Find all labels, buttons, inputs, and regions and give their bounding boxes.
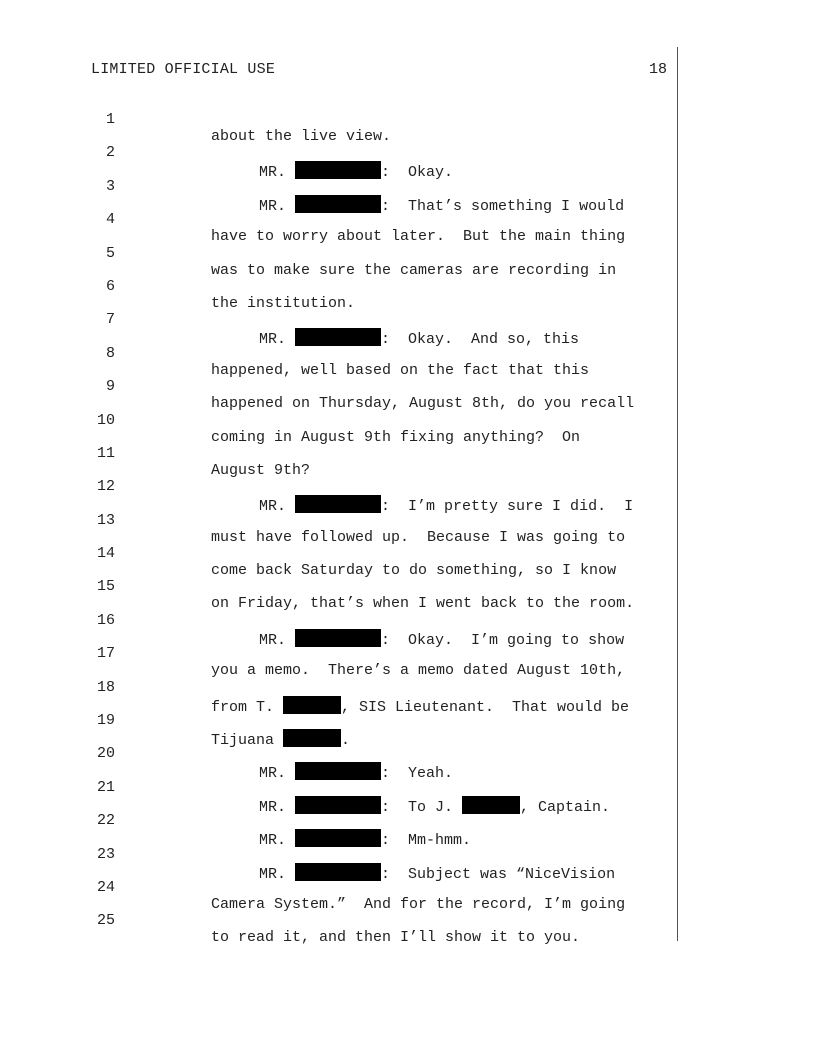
speaker-prefix: MR. xyxy=(259,164,287,182)
line-number: 25 xyxy=(96,912,115,930)
speech-text: : Okay. I’m going to show xyxy=(381,631,625,649)
line-number: 17 xyxy=(96,645,115,663)
speaker-prefix: MR. xyxy=(259,832,287,850)
transcript-line-16 xyxy=(0,595,816,649)
transcript-line-10 xyxy=(0,395,816,446)
transcript-line-25 xyxy=(0,895,816,947)
line-number: 24 xyxy=(96,878,115,896)
speaker-prefix: MR. xyxy=(259,498,287,516)
speech-text: : To J. xyxy=(381,798,463,816)
line-number: 8 xyxy=(105,344,115,362)
speaker-prefix: MR. xyxy=(259,631,287,649)
speech-text: : Mm-hmm. xyxy=(381,832,472,850)
line-number: 23 xyxy=(96,845,115,863)
line-text: have to worry about later. But the main thing xyxy=(211,228,626,246)
line-number: 7 xyxy=(105,311,115,329)
transcript-body xyxy=(0,94,816,947)
line-number: 22 xyxy=(96,812,115,830)
line-text: Camera System.” And for the record, I’m going xyxy=(211,895,626,913)
transcript-line-11 xyxy=(0,428,816,479)
transcript-line-12 xyxy=(0,461,816,516)
line-text: August 9th? xyxy=(211,461,311,479)
transcript-line-20 xyxy=(0,728,816,783)
line-number: 1 xyxy=(105,111,115,128)
line-text: to read it, and then I’ll show it to you. xyxy=(211,929,581,947)
speech-text: : Subject was “NiceVision xyxy=(381,865,616,883)
line-number: 21 xyxy=(96,778,115,796)
line-text: come back Saturday to do something, so I know xyxy=(211,562,617,580)
transcript-line-22 xyxy=(0,795,816,850)
transcript-line-1 xyxy=(0,94,816,145)
line-text: the institution. xyxy=(211,294,356,312)
line-number: 20 xyxy=(96,745,115,763)
speech-text: : I’m pretty sure I did. I xyxy=(381,498,634,516)
line-text: on Friday, that’s when I went back to the room. xyxy=(211,595,635,613)
line-text: coming in August 9th fixing anything? On xyxy=(211,428,581,446)
text-after-redaction: , SIS Lieutenant. That would be xyxy=(341,698,630,716)
line-number: 4 xyxy=(105,211,115,229)
text-after-redaction: . xyxy=(341,732,351,750)
speaker-prefix: MR. xyxy=(259,765,287,783)
line-text: you a memo. There’s a memo dated August 10th, xyxy=(211,662,626,680)
transcript-line-6 xyxy=(0,261,816,312)
line-number: 5 xyxy=(105,244,115,262)
text-before-redaction: Tijuana xyxy=(211,732,284,750)
speech-text-continued: , Captain. xyxy=(520,798,611,816)
line-text: happened, well based on the fact that this xyxy=(211,361,590,379)
transcript-line-18 xyxy=(0,662,816,716)
line-number: 15 xyxy=(96,578,115,596)
line-number: 2 xyxy=(105,144,115,162)
transcript-line-8 xyxy=(0,328,816,379)
transcript-line-3 xyxy=(0,161,816,215)
page-number: 18 xyxy=(648,61,667,78)
transcript-line-23 xyxy=(0,829,816,883)
line-number: 3 xyxy=(105,177,115,195)
line-number: 12 xyxy=(96,478,115,496)
speech-text: : Okay. And so, this xyxy=(381,331,580,349)
line-number: 16 xyxy=(96,611,115,629)
line-number: 18 xyxy=(96,678,115,696)
line-text: was to make sure the cameras are recording in xyxy=(211,261,617,279)
line-number: 10 xyxy=(96,411,115,429)
speech-text: : Okay. xyxy=(381,164,454,182)
transcript-line-7 xyxy=(0,294,816,349)
transcript-line-9 xyxy=(0,361,816,413)
line-number: 14 xyxy=(96,545,115,563)
speaker-prefix: MR. xyxy=(259,197,287,215)
transcript-line-14 xyxy=(0,528,816,580)
line-text: about the live view. xyxy=(211,128,392,145)
speaker-prefix: MR. xyxy=(259,331,287,349)
line-number: 9 xyxy=(105,378,115,396)
speech-text: : That’s something I would xyxy=(381,197,625,215)
line-number: 19 xyxy=(96,712,115,730)
speaker-prefix: MR. xyxy=(259,798,287,816)
speaker-prefix: MR. xyxy=(259,865,287,883)
transcript-line-2 xyxy=(0,127,816,182)
transcript-line-24 xyxy=(0,862,816,913)
transcript-line-21 xyxy=(0,762,816,816)
speech-text: : Yeah. xyxy=(381,765,454,783)
transcript-line-4 xyxy=(0,194,816,246)
line-text: happened on Thursday, August 8th, do you recall xyxy=(211,395,635,413)
text-before-redaction: from T. xyxy=(211,698,284,716)
transcript-line-19 xyxy=(0,695,816,750)
transcript-line-15 xyxy=(0,561,816,613)
transcript-line-5 xyxy=(0,228,816,279)
line-number: 6 xyxy=(105,277,115,295)
classification-header: LIMITED OFFICIAL USE xyxy=(91,61,276,78)
line-number: 13 xyxy=(96,511,115,529)
line-text: must have followed up. Because I was going to xyxy=(211,528,626,546)
transcript-line-13 xyxy=(0,495,816,546)
line-number: 11 xyxy=(96,444,115,462)
transcript-line-17 xyxy=(0,628,816,680)
